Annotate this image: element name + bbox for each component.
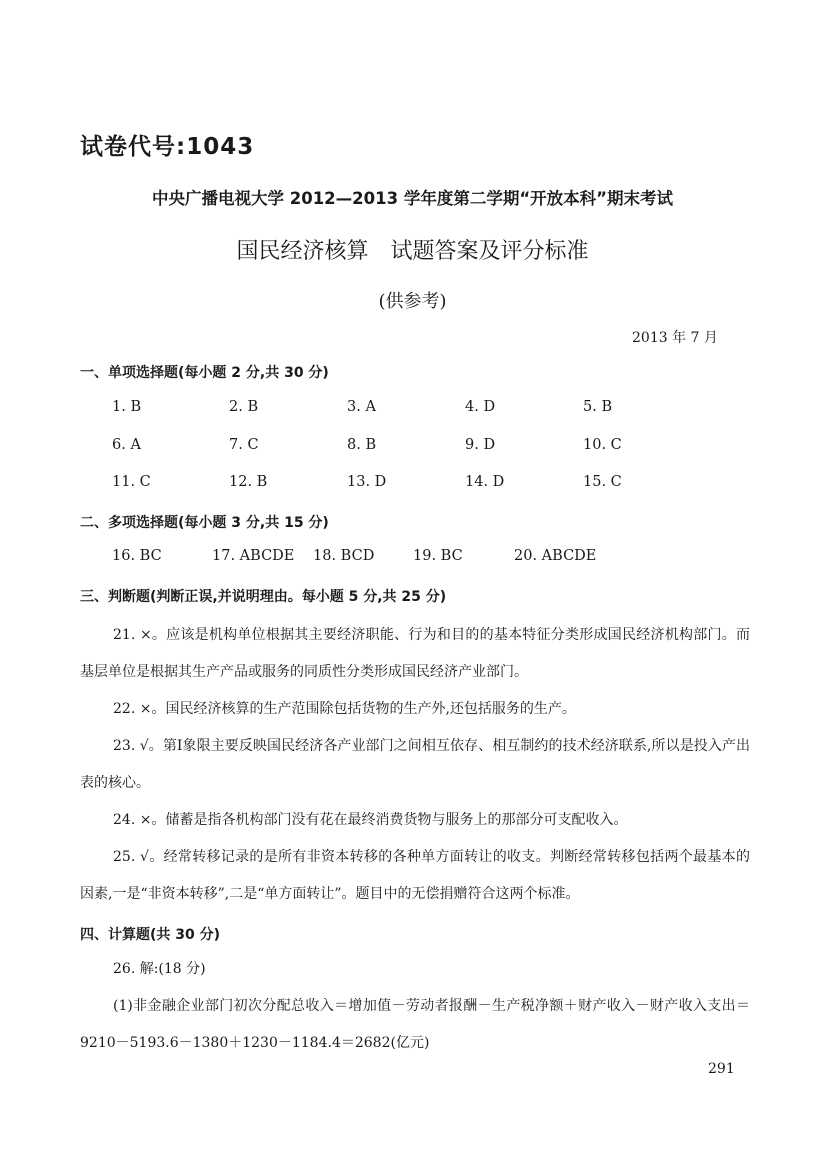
exam-title: 中央广播电视大学 2012—2013 学年度第二学期“开放本科”期末考试 [151, 189, 674, 208]
answer-4: 4. D [465, 399, 496, 415]
question-26-part-1: (1)非金融企业部门初次分配总收入＝增加值－劳动者报酬－生产税净额＋财产收入－财产收入支出＝9210－5193.6－1380＋1230－1184.4＝2682(亿元) [80, 998, 750, 1051]
judgment-item-25: 25. √。经常转移记录的是所有非资本转移的各种单方面转让的收支。判断经常转移包括两个最基本的因素,一是“非资本转移”,二是“单方面转让”。题目中的无偿捐赠符合这两个标准。 [80, 849, 750, 902]
judgment-item-22: 22. ×。国民经济核算的生产范围除包括货物的生产外,还包括服务的生产。 [113, 701, 576, 717]
answer-19: 19. BC [413, 548, 463, 564]
answer-12: 12. B [229, 474, 268, 490]
subject-title: 国民经济核算 试题答案及评分标准 [236, 239, 589, 264]
section-4-heading: 四、计算题(共 30 分) [80, 927, 221, 943]
answer-18: 18. BCD [313, 548, 375, 564]
answer-3: 3. A [347, 399, 376, 415]
answer-8: 8. B [347, 437, 377, 453]
judgment-item-21: 21. ×。应该是机构单位根据其主要经济职能、行为和目的的基本特征分类形成国民经济机构部门。而基层单位是根据其生产产品或服务的同质性分类形成国民经济产业部门。 [80, 627, 750, 680]
paper-code: 试卷代号:1043 [80, 134, 255, 160]
judgment-item-24: 24. ×。储蓄是指各机构部门没有花在最终消费货物与服务上的那部分可支配收入。 [113, 812, 628, 828]
answer-17: 17. ABCDE [212, 548, 295, 564]
answer-14: 14. D [465, 474, 505, 490]
answer-7: 7. C [229, 437, 259, 453]
answer-11: 11. C [112, 474, 151, 490]
exam-date: 2013 年 7 月 [632, 330, 718, 346]
section-2-heading: 二、多项选择题(每小题 3 分,共 15 分) [80, 515, 329, 531]
answer-5: 5. B [583, 399, 613, 415]
answer-10: 10. C [583, 437, 622, 453]
reference-note: (供参考) [378, 291, 447, 312]
page-number: 291 [708, 1061, 735, 1077]
judgment-item-23: 23. √。第Ⅰ象限主要反映国民经济各产业部门之间相互依存、相互制约的技术经济联系,所以是投入产出表的核心。 [80, 738, 750, 791]
answer-20: 20. ABCDE [514, 548, 597, 564]
answer-13: 13. D [347, 474, 387, 490]
answer-6: 6. A [112, 437, 141, 453]
section-1-heading: 一、单项选择题(每小题 2 分,共 30 分) [80, 365, 329, 381]
answer-15: 15. C [583, 474, 622, 490]
answer-9: 9. D [465, 437, 496, 453]
section-3-heading: 三、判断题(判断正误,并说明理由。每小题 5 分,共 25 分) [80, 589, 447, 605]
answer-16: 16. BC [112, 548, 162, 564]
question-26-label: 26. 解:(18 分) [113, 961, 206, 977]
answer-2: 2. B [229, 399, 259, 415]
answer-1: 1. B [112, 399, 142, 415]
